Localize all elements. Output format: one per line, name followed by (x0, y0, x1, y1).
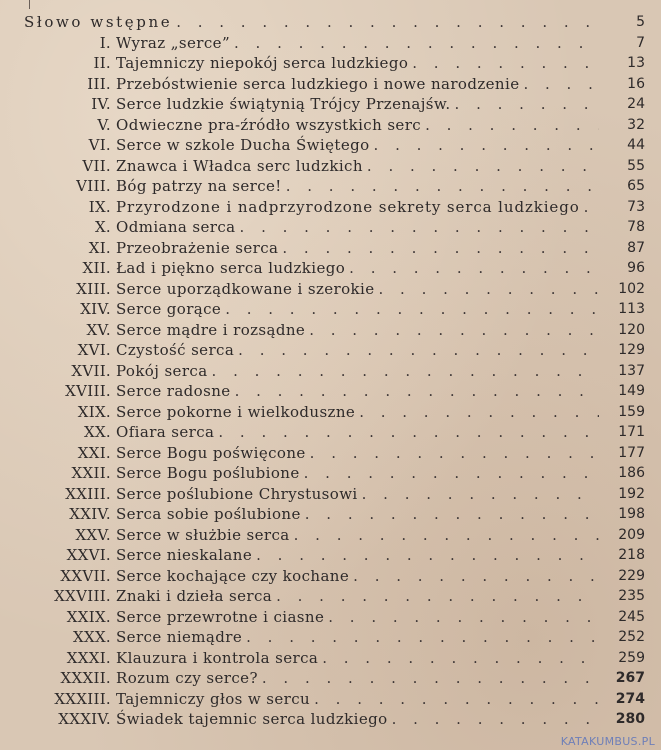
page-number: 198 (618, 506, 645, 522)
page-number: 13 (627, 55, 645, 71)
chapter-number: XXXIV. (58, 710, 111, 728)
chapter-title (116, 525, 599, 545)
page-number: 137 (618, 362, 645, 379)
chapter-number: XXXI. (66, 648, 111, 667)
chapter-title (116, 668, 599, 688)
page-number: 259 (618, 649, 645, 666)
toc-entry (0, 279, 661, 300)
chapter-title (116, 402, 599, 422)
toc-entry (0, 668, 661, 689)
chapter-number: XXIV. (69, 505, 111, 523)
chapter-title-text: Przebóstwienie serca ludzkiego i nowe narodzenie (116, 74, 520, 93)
toc-entry (0, 422, 661, 443)
dot-leader (305, 505, 599, 523)
page-number: 78 (627, 219, 645, 235)
dot-leader (309, 321, 599, 339)
page-number: 267 (615, 670, 645, 686)
chapter-title-text: Serce radosne (116, 382, 231, 400)
chapter-title (116, 197, 599, 217)
dot-leader (310, 444, 599, 462)
page-number: 186 (618, 465, 645, 481)
dot-leader (412, 54, 599, 72)
dot-leader (379, 280, 600, 298)
toc-entry (0, 176, 661, 197)
chapter-title-text: Rozum czy serce? (116, 669, 258, 687)
chapter-number: XVII. (71, 361, 111, 380)
dot-leader (176, 13, 599, 31)
dot-leader (359, 403, 599, 421)
chapter-title-text: Serce mądre i rozsądne (116, 320, 306, 339)
chapter-title-text: Serce pokorne i wielkoduszne (116, 402, 356, 421)
page-number: 209 (618, 526, 645, 543)
chapter-number: I. (99, 33, 111, 52)
dot-leader (314, 690, 599, 708)
page-number: 120 (618, 321, 645, 338)
chapter-number: XII. (82, 259, 111, 277)
chapter-title-text: Serce przewrotne i ciasne (116, 607, 325, 626)
chapter-number: XXV. (75, 525, 111, 544)
chapter-title-text: Ład i piękno serca ludzkiego (116, 259, 346, 277)
chapter-title-text: Serce w szkole Ducha Świętego (116, 136, 370, 154)
toc-entry (0, 115, 661, 136)
page-number: 235 (618, 588, 645, 604)
toc-entry (0, 484, 661, 505)
dot-leader (353, 567, 599, 585)
toc-entry (0, 443, 661, 464)
chapter-title (116, 361, 599, 381)
dot-leader (246, 628, 599, 646)
chapter-title (116, 217, 599, 237)
toc-entry (0, 545, 661, 566)
page-number: 32 (627, 116, 645, 133)
page-number: 87 (627, 239, 645, 256)
chapter-title (116, 299, 599, 319)
page-number: 5 (636, 14, 645, 30)
chapter-number: IV. (91, 95, 111, 113)
chapter-title-text: Serca sobie poślubione (116, 505, 301, 523)
chapter-number: XXII. (71, 464, 111, 482)
page-number: 192 (618, 485, 645, 502)
chapter-title (116, 709, 599, 729)
chapter-title (116, 463, 599, 483)
margin-tick (29, 0, 30, 9)
toc-entry (0, 525, 661, 546)
page-number: 171 (618, 424, 645, 440)
toc-entry (0, 504, 661, 525)
chapter-title (116, 627, 599, 647)
chapter-title-text: Tajemniczy głos w sercu (116, 689, 311, 708)
toc-entry (0, 238, 661, 259)
chapter-number: XXIII. (65, 484, 111, 503)
chapter-title-text: Czystość serca (116, 341, 235, 359)
chapter-title-text: Pokój serca (116, 361, 208, 380)
table-of-contents (0, 12, 661, 730)
page-number: 149 (618, 383, 645, 399)
chapter-number: XXX. (72, 628, 111, 646)
chapter-title (116, 33, 599, 53)
page-number: 129 (618, 342, 645, 358)
chapter-title (116, 115, 599, 135)
toc-entry (0, 33, 661, 54)
page-number: 274 (615, 690, 645, 707)
toc-entry (0, 12, 661, 33)
toc-entry (0, 709, 661, 730)
toc-entry (0, 566, 661, 587)
dot-leader (286, 177, 599, 195)
dot-leader (256, 546, 599, 564)
chapter-title (116, 689, 599, 709)
page-number: 16 (627, 75, 645, 92)
dot-leader (328, 608, 599, 626)
dot-leader (304, 464, 599, 482)
chapter-title (116, 279, 599, 299)
page-number: 24 (627, 96, 645, 112)
dot-leader (362, 485, 599, 503)
chapter-number: II. (93, 54, 111, 72)
chapter-title-text: Słowo wstępne (24, 13, 173, 31)
page-number: 44 (627, 137, 645, 153)
chapter-number: XXVI. (66, 546, 111, 564)
page-number: 252 (618, 629, 645, 645)
dot-leader (282, 239, 599, 257)
chapter-title-text: Serce Bogu poświęcone (116, 443, 306, 462)
chapter-title-text: Tajemniczy niepokój serca ludzkiego (116, 54, 409, 72)
chapter-title-text: Serce gorące (116, 300, 222, 318)
chapter-number: XXXII. (60, 669, 111, 687)
chapter-number: XXIX. (66, 607, 111, 626)
chapter-title-text: Serce uporządkowane i szerokie (116, 279, 375, 298)
chapter-title (116, 504, 599, 524)
dot-leader (235, 382, 599, 400)
chapter-title-text: Znaki i dzieła serca (116, 587, 273, 605)
chapter-number: XIII. (76, 279, 111, 298)
chapter-number: XXXIII. (54, 689, 111, 708)
chapter-title-text: Znawca i Władca serc ludzkich (116, 156, 363, 175)
dot-leader (240, 218, 599, 236)
chapter-title (116, 422, 599, 442)
chapter-title (116, 320, 599, 340)
toc-entry (0, 320, 661, 341)
chapter-title (116, 74, 599, 94)
chapter-number: XX. (83, 423, 111, 441)
chapter-title (116, 586, 599, 606)
chapter-title (116, 238, 599, 258)
chapter-number: VIII. (76, 177, 111, 195)
toc-entry (0, 53, 661, 74)
toc-entry (0, 689, 661, 710)
dot-leader (374, 136, 599, 154)
toc-entry (0, 627, 661, 648)
dot-leader (367, 157, 599, 175)
page-number: 159 (618, 403, 645, 420)
dot-leader (425, 116, 599, 134)
toc-entry (0, 135, 661, 156)
chapter-number: XXVIII. (54, 587, 111, 605)
dot-leader (212, 362, 599, 380)
chapter-title-text: Serce niemądre (116, 628, 243, 646)
page-number: 245 (618, 608, 645, 625)
page-number: 218 (618, 547, 645, 563)
dot-leader (322, 649, 599, 667)
chapter-title (116, 443, 599, 463)
chapter-number: VI. (88, 136, 111, 154)
chapter-number: XIV. (80, 300, 111, 318)
dot-leader (262, 669, 599, 687)
chapter-number: V. (97, 115, 111, 134)
chapter-title (116, 381, 599, 401)
chapter-title-text: Odmiana serca (116, 218, 236, 236)
toc-entry (0, 381, 661, 402)
dot-leader (455, 95, 599, 113)
chapter-title-text: Serce ludzkie świątynią Trójcy Przenajśw. (116, 95, 451, 113)
dot-leader (218, 423, 599, 441)
dot-leader (225, 300, 599, 318)
page-number: 73 (627, 198, 645, 215)
chapter-number: XI. (88, 238, 111, 257)
chapter-title (116, 94, 599, 114)
chapter-number: XV. (86, 320, 111, 339)
dot-leader (238, 341, 599, 359)
chapter-number: XIX. (77, 402, 111, 421)
dot-leader (392, 710, 599, 728)
chapter-number: III. (87, 74, 111, 93)
chapter-title-text: Bóg patrzy na serce! (116, 177, 282, 195)
toc-entry (0, 156, 661, 177)
chapter-title (24, 12, 599, 32)
chapter-title-text: Przeobrażenie serca (116, 238, 279, 257)
chapter-title (116, 545, 599, 565)
toc-entry (0, 402, 661, 423)
chapter-number: XVI. (77, 341, 111, 359)
toc-entry (0, 340, 661, 361)
dot-leader (584, 198, 599, 216)
page-number: 177 (618, 444, 645, 461)
toc-entry (0, 299, 661, 320)
chapter-title (116, 607, 599, 627)
chapter-title (116, 258, 599, 278)
toc-entry (0, 197, 661, 218)
dot-leader (276, 587, 599, 605)
chapter-number: XXVII. (60, 566, 111, 585)
chapter-title (116, 566, 599, 586)
chapter-title-text: Klauzura i kontrola serca (116, 648, 319, 667)
chapter-title-text: Ofiara serca (116, 423, 215, 441)
chapter-number: XVIII. (65, 382, 111, 400)
page-number: 113 (618, 301, 645, 317)
toc-entry (0, 74, 661, 95)
toc-entry (0, 463, 661, 484)
chapter-title-text: Świadek tajemnic serca ludzkiego (116, 710, 388, 728)
chapter-title-text: Serce Bogu poślubione (116, 464, 300, 482)
chapter-title (116, 484, 599, 504)
chapter-title-text: Serce poślubione Chrystusowi (116, 484, 358, 503)
page-number: 96 (627, 260, 645, 276)
dot-leader (294, 526, 599, 544)
chapter-title-text: Wyraz „serce” (116, 33, 231, 52)
chapter-title (116, 156, 599, 176)
chapter-title (116, 648, 599, 668)
chapter-title (116, 340, 599, 360)
chapter-number: XXI. (77, 443, 111, 462)
chapter-number: VII. (82, 156, 111, 175)
chapter-title (116, 53, 599, 73)
page-number: 55 (627, 157, 645, 174)
toc-entry (0, 586, 661, 607)
page-number: 280 (615, 711, 645, 727)
toc-entry (0, 648, 661, 669)
chapter-title-text: Serce kochające czy kochane (116, 566, 350, 585)
chapter-title (116, 135, 599, 155)
dot-leader (523, 75, 599, 93)
page-number: 102 (618, 280, 645, 297)
chapter-title-text: Odwieczne pra-źródło wszystkich serc (116, 115, 422, 134)
page-number: 229 (618, 567, 645, 584)
watermark: KATAKUMBUS.PL (560, 735, 655, 748)
toc-entry (0, 217, 661, 238)
toc-entry (0, 361, 661, 382)
toc-entry (0, 94, 661, 115)
chapter-title-text: Przyrodzone i nadprzyrodzone sekrety serca ludzkiego (116, 197, 580, 216)
dot-leader (349, 259, 599, 277)
chapter-title-text: Serce nieskalane (116, 546, 253, 564)
toc-entry (0, 607, 661, 628)
chapter-number: X. (94, 218, 111, 236)
chapter-number: IX. (88, 197, 111, 216)
page-number: 65 (627, 178, 645, 194)
chapter-title-text: Serce w służbie serca (116, 525, 290, 544)
page-number: 7 (636, 34, 645, 51)
dot-leader (234, 34, 599, 52)
toc-entry (0, 258, 661, 279)
chapter-title (116, 176, 599, 196)
